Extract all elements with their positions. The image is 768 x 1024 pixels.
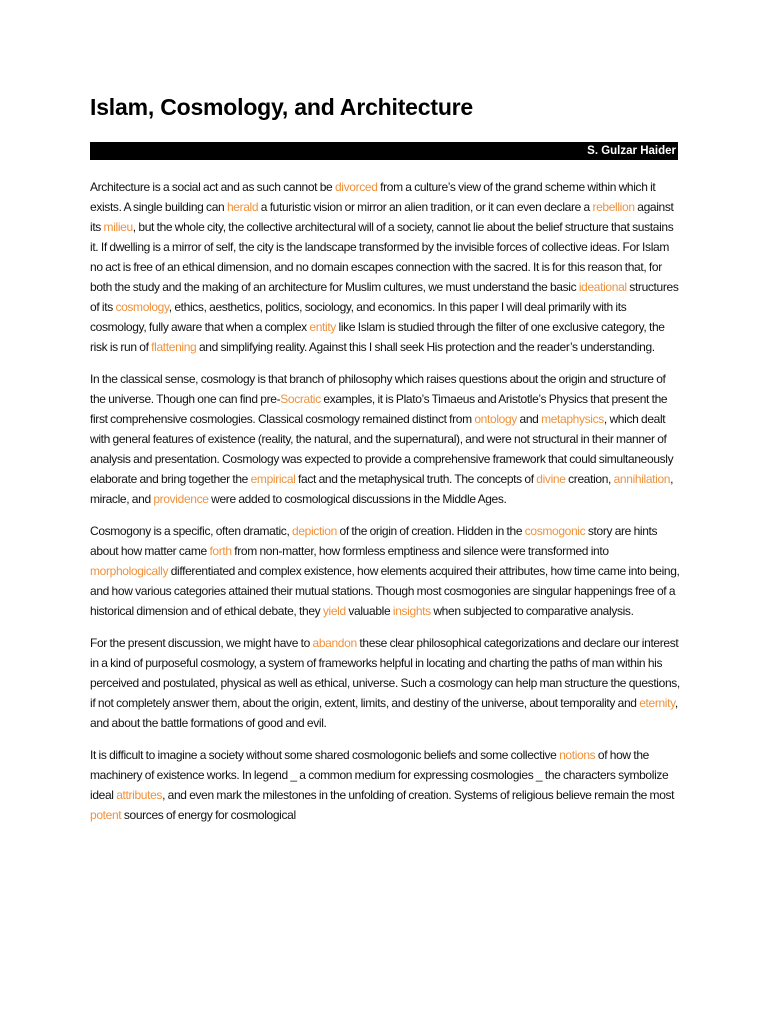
author-bar [90, 142, 678, 160]
body-text-run: valuable [345, 604, 393, 618]
highlighted-term: insights [392, 604, 431, 618]
body-text-run: of how the machinery of existence works. In legend _ a common medium for expressing cosmologies _ the characters symbolize ideal [90, 748, 669, 802]
body-text-run: , miracle, and [90, 472, 674, 506]
body-text-run: Architecture is a social act and as such cannot be [90, 180, 335, 194]
body-text-run: sources of energy for cosmological [121, 808, 296, 822]
highlighted-term: attributes [116, 788, 163, 802]
body-text-run: differentiated and complex existence, how elements acquired their attributes, how time came into being, and how various categories attained their mutual stations. Though most cosmogonies are singular happenings free of a historical dimension and of ethical debate, they [90, 564, 680, 618]
highlighted-term: cosmology [115, 300, 169, 314]
body-text-run: , and even mark the milestones in the unfolding of creation. Systems of religious believe remain the most [162, 788, 675, 802]
body-text-run: and [516, 412, 542, 426]
highlighted-term: potent [90, 808, 122, 822]
highlighted-term: ideational [578, 280, 627, 294]
body-text-run: Cosmogony is a specific, often dramatic, [90, 524, 293, 538]
body-text-run: these clear philosophical categorizations and declare our interest in a kind of purposeful cosmology, a system of frameworks helpful in locating and charting the paths of man within his perceived and postulated, physical as well as ethical, universe. Such a cosmology can help man structure the questions, if not completely answer them, about the origin, extent, limits, and destiny of the universe, about temporality and [90, 636, 680, 710]
highlighted-term: yield [322, 604, 346, 618]
body-text-run: from non-matter, how formless emptiness and silence were transformed into [231, 544, 609, 558]
body-text-run: from a culture’s view of the grand scheme within which it exists. A single building can [90, 180, 656, 214]
highlighted-term: morphologically [90, 564, 169, 578]
paragraph [90, 633, 680, 733]
highlighted-term: metaphysics [541, 412, 604, 426]
body-text-run: against its [90, 200, 674, 234]
body-text-run: like Islam is studied through the filter of one exclusive category, the risk is run of [90, 320, 665, 354]
highlighted-term: Socratic [280, 392, 321, 406]
highlighted-term: forth [209, 544, 232, 558]
highlighted-term: annihilation [613, 472, 671, 486]
body-text-run: , and about the battle formations of good and evil. [90, 696, 678, 730]
highlighted-term: depiction [292, 524, 337, 538]
paragraph [90, 369, 680, 509]
body-text-run: It is difficult to imagine a society without some shared cosmologonic beliefs and some collective [90, 748, 560, 762]
highlighted-term: notions [559, 748, 596, 762]
highlighted-term: flattening [151, 340, 197, 354]
highlighted-term: providence [153, 492, 209, 506]
highlighted-term: herald [226, 200, 259, 214]
highlighted-term: eternity [639, 696, 675, 710]
body-text-run: creation, [565, 472, 614, 486]
body-text-run: and simplifying reality. Against this I shall seek His protection and the reader’s understanding. [196, 340, 655, 354]
body-text-run: fact and the metaphysical truth. The concepts of [295, 472, 537, 486]
body-text-run: In the classical sense, cosmology is that branch of philosophy which raises questions about the origin and structure of the universe. Though one can find pre- [90, 372, 666, 406]
highlighted-term: cosmogonic [524, 524, 586, 538]
author-name: S. Gulzar Haider [587, 145, 676, 157]
body-text-run: , but the whole city, the collective architectural will of a society, cannot lie about the belief structure that sustains it. If dwelling is a mirror of self, the city is the landscape transformed by the invisible forces of collective ideas. For Islam no act is free of an ethical dimension, and no domain escapes connection with the sacred. It is for this reason that, for both the study and the making of an architecture for Muslim cultures, we must understand the basic [90, 220, 674, 294]
highlighted-term: empirical [250, 472, 296, 486]
body-text-run: For the present discussion, we might have to [90, 636, 313, 650]
highlighted-term: milieu [103, 220, 133, 234]
paragraph [90, 177, 680, 357]
highlighted-term: divorced [334, 180, 378, 194]
body-text-run: story are hints about how matter came [90, 524, 658, 558]
body-text-run: a futuristic vision or mirror an alien tradition, or it can even declare a [258, 200, 593, 214]
body-text-run: structures of its [90, 280, 679, 314]
paragraph [90, 521, 680, 621]
body-text-run: , which dealt with general features of existence (reality, the natural, and the supernatural), and were not structural in their manner of analysis and presentation. Cosmology was expected to provide a comprehensive framework that could simultaneously elaborate and bring together the [90, 412, 674, 486]
highlighted-term: rebellion [592, 200, 635, 214]
body-text-run: when subjected to comparative analysis. [430, 604, 634, 618]
document-title: Islam, Cosmology, and Architecture [90, 94, 474, 120]
highlighted-term: ontology [474, 412, 517, 426]
body-text-run: were added to cosmological discussions in the Middle Ages. [208, 492, 507, 506]
highlighted-term: divine [536, 472, 566, 486]
body-text-run: examples, it is Plato’s Timaeus and Aristotle’s Physics that present the first comprehensive cosmologies. Classical cosmology remained distinct from [90, 392, 668, 426]
body-text-run: of the origin of creation. Hidden in the [336, 524, 525, 538]
highlighted-term: abandon [312, 636, 357, 650]
article-body [90, 177, 680, 837]
paragraph [90, 745, 680, 825]
highlighted-term: entity [309, 320, 336, 334]
body-text-run: , ethics, aesthetics, politics, sociology, and economics. In this paper I will deal primarily with its cosmology, fully aware that when a complex [90, 300, 627, 334]
